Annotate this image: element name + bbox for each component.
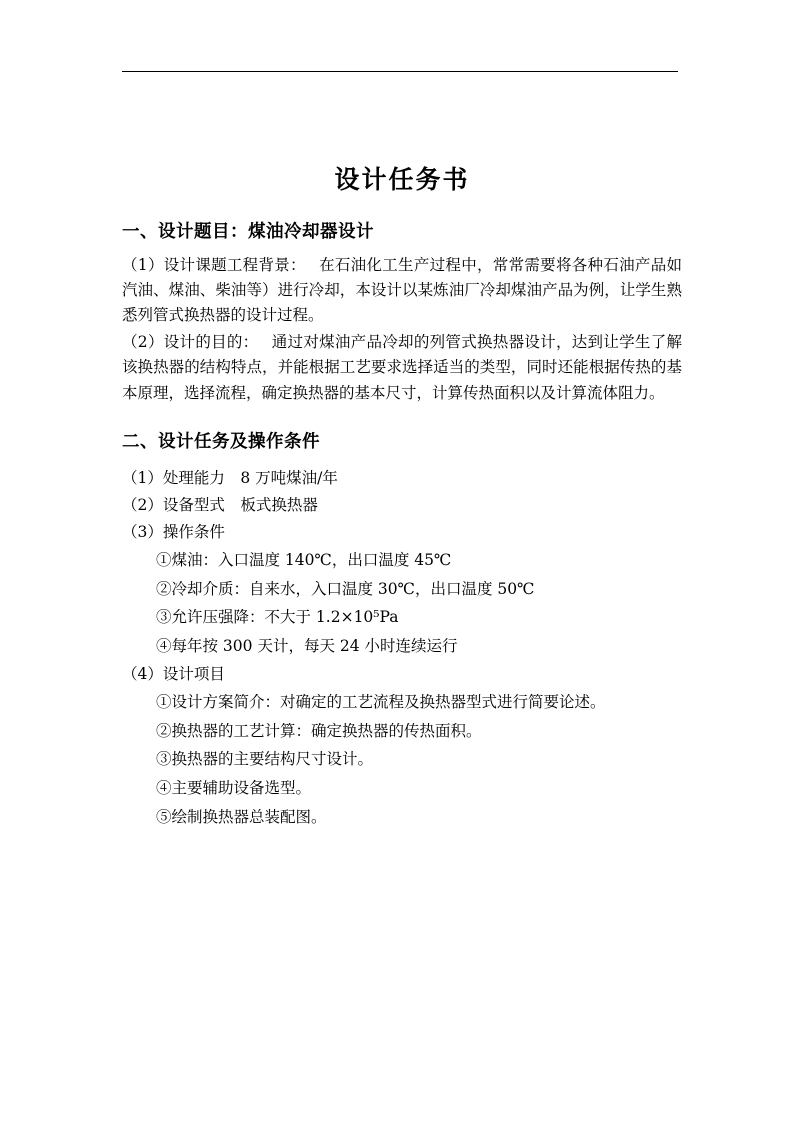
section2-item-2: （2）设备型式 板式换热器: [122, 495, 318, 514]
section1-paragraph-2: （2）设计的目的： 通过对煤油产品冷却的列管式换热器设计，达到让学生了解该换热器的结构特点，并能根据工艺要求选择适当的类型，同时还能根据传热的基本原理，选择流程，确定换热器的基本尺寸，计算传热面积以及计算流体阻力。: [122, 333, 682, 402]
section2-item-1: （1）处理能力 8 万吨煤油/年: [122, 468, 338, 487]
design-item-3: ③换热器的主要结构尺寸设计。: [156, 750, 374, 769]
operating-condition-1: ①煤油：入口温度 140℃，出口温度 45℃: [156, 551, 452, 570]
design-item-1: ①设计方案简介：对确定的工艺流程及换热器型式进行简要论述。: [156, 692, 606, 711]
design-item-4: ④主要辅助设备选型。: [156, 778, 312, 797]
section1-paragraph-1: （1）设计课题工程背景： 在石油化工生产过程中，常常需要将各种石油产品如汽油、煤油、柴油等）进行冷却，本设计以某炼油厂冷却煤油产品为例，让学生熟悉列管式换热器的设计过程。: [122, 256, 682, 325]
section-heading-2: 二、设计任务及操作条件: [122, 431, 320, 452]
operating-condition-3: ③允许压强降：不大于 1.2×10⁵Pa: [156, 608, 399, 627]
design-item-5: ⑤绘制换热器总装配图。: [156, 807, 327, 826]
header-divider: [122, 71, 678, 72]
document-content: [122, 160, 682, 831]
section2-item-3: （3）操作条件: [122, 522, 225, 541]
section-heading-1: 一、设计题目：煤油冷却器设计: [122, 222, 374, 242]
design-item-2: ②换热器的工艺计算：确定换热器的传热面积。: [156, 721, 482, 740]
page-title: 设计任务书: [334, 165, 470, 194]
design-items-heading: （4）设计项目: [122, 664, 225, 683]
operating-condition-2: ②冷却介质：自来水，入口温度 30℃，出口温度 50℃: [156, 579, 535, 598]
operating-condition-4: ④每年按 300 天计，每天 24 小时连续运行: [156, 637, 458, 656]
